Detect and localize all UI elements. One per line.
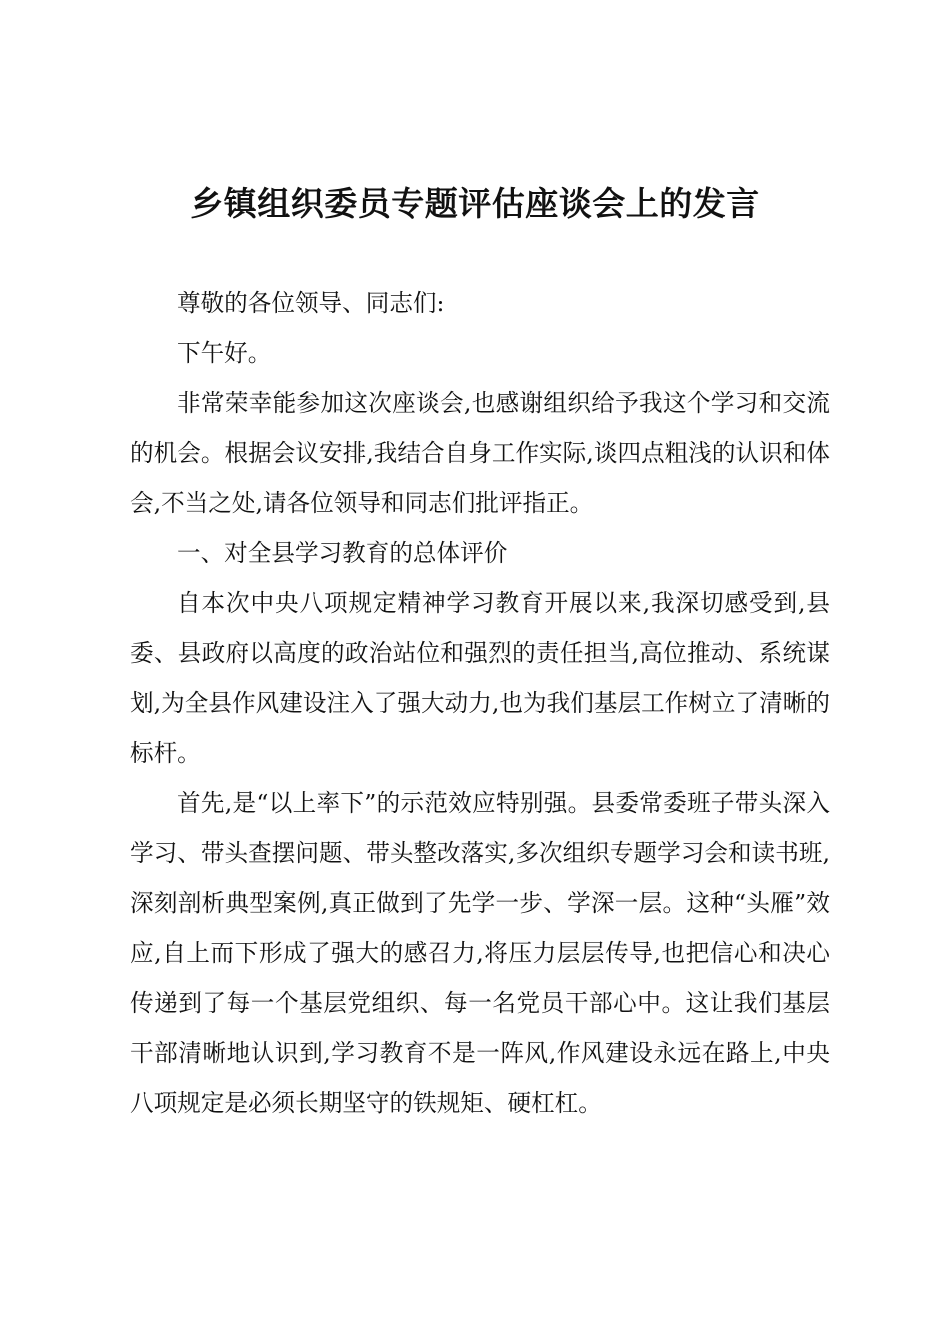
greeting: 下午好。	[177, 339, 272, 367]
section-heading: 一、对全县学习教育的总体评价	[177, 539, 508, 567]
section-paragraph-2: 首先,是“以上率下”的示范效应特别强。县委常委班子带头深入学习、带头查摆问题、带头整改落实,多次组织专题学习会和读书班,深刻剖析典型案例,真正做到了先学一步、学深一层。这种“头雁”效应,自上而下形成了强大的感召力,将压力层层传导,也把信心和决心传递到了每一个基层党组织、每一名党员干部心中。这让我们基层干部清晰地认识到,学习教育不是一阵风,作风建设永远在路上,中央八项规定是必须长期坚守的铁规矩、硬杠杠。	[130, 789, 830, 1117]
section-paragraph-1: 自本次中央八项规定精神学习教育开展以来,我深切感受到,县委、县政府以高度的政治站位和强烈的责任担当,高位推动、系统谋划,为全县作风建设注入了强大动力,也为我们基层工作树立了清晰的标杆。	[130, 589, 830, 767]
document-title: 乡镇组织委员专题评估座谈会上的发言	[190, 184, 760, 223]
document-body	[130, 278, 830, 1128]
intro-paragraph: 非常荣幸能参加这次座谈会,也感谢组织给予我这个学习和交流的机会。根据会议安排,我结合自身工作实际,谈四点粗浅的认识和体会,不当之处,请各位领导和同志们批评指正。	[130, 389, 830, 517]
salutation: 尊敬的各位领导、同志们:	[177, 289, 445, 317]
